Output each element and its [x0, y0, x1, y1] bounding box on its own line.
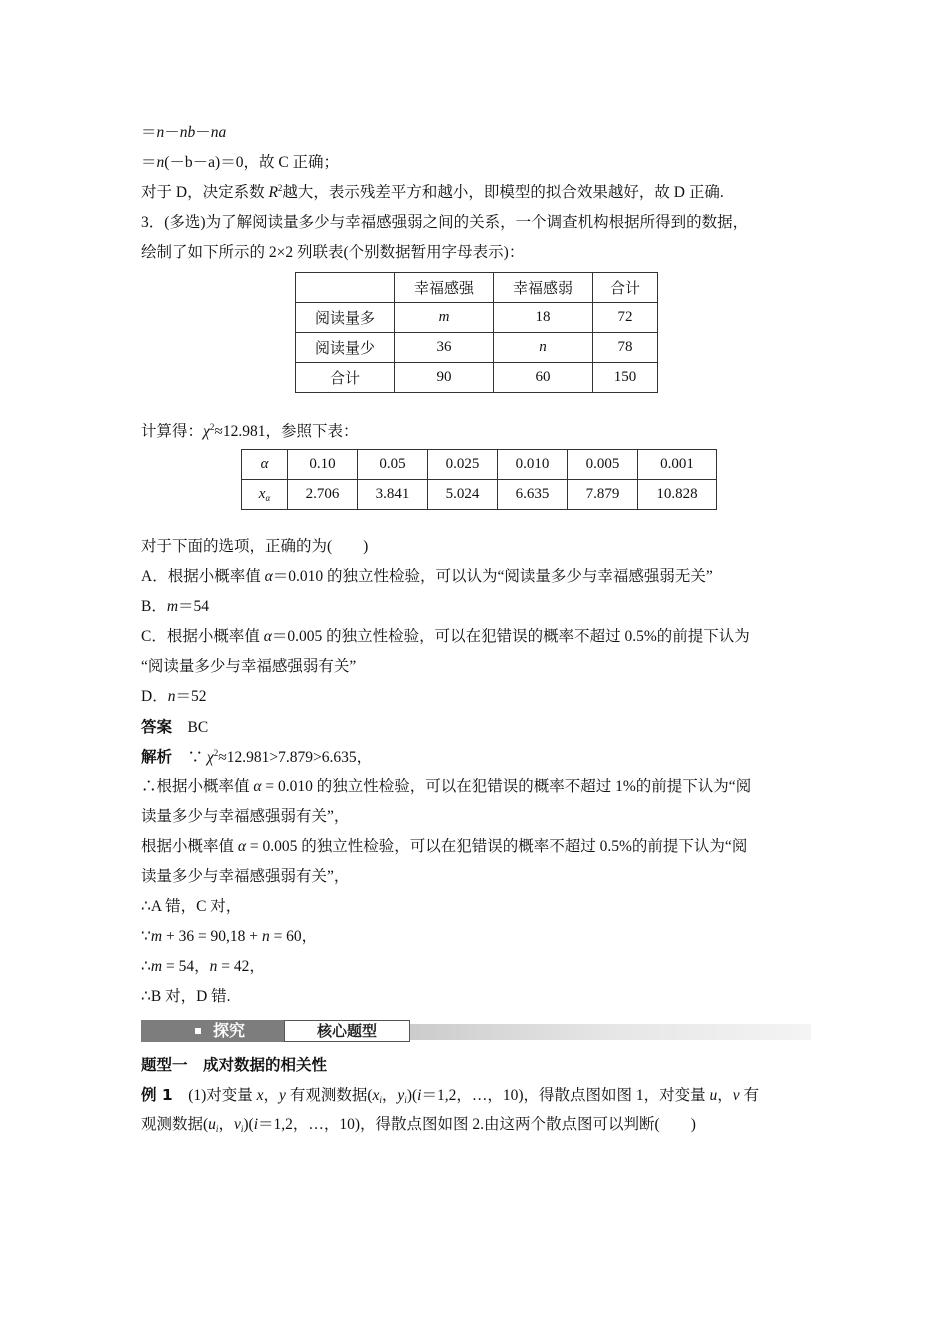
derivation-line-3: 对于 D，决定系数 $R^2$越大，表示残差平方和越小，即模型的拟合效果越好，故 D 正确. [141, 183, 724, 201]
example-line-1: 例 1 (1)对变量 x，y 有观测数据($x_i$，$y_i)(i=1,2$，…，10)，得散点图如图 1，对变量 u，v 有 [141, 1086, 760, 1105]
spacer [141, 393, 811, 417]
analysis-line-8: ∴m = 54，n = 42， [141, 958, 265, 975]
section-title: 题型一 成对数据的相关性 [141, 1056, 328, 1074]
critical-value-table [241, 449, 717, 510]
table-row: 合计 90 60 150 [296, 363, 658, 393]
spacer [141, 510, 811, 532]
banner-light-tab: 核心题型 [284, 1020, 410, 1042]
document-page [141, 118, 811, 1140]
example-line-2: 观测数据($u_i$，$v_i)(i=1,2$，…，10)，得散点图如图 2.由这两个散点图可以判断( ) [141, 1116, 696, 1134]
analysis-line-2: ∴根据小概率值 α = 0.010 的独立性检验，可以在犯错误的概率不超过 1%的前提下认为“阅 [141, 778, 752, 795]
contingency-table [295, 272, 658, 393]
table-row: 阅读量少 36 n 78 [296, 333, 658, 363]
square-bullet-icon [195, 1028, 201, 1034]
analysis-line-5: 读量多少与幸福感强弱有关”， [141, 868, 350, 885]
analysis-line-9: ∴B 对，D 错. [141, 988, 231, 1005]
section-banner [141, 1020, 811, 1044]
option-b: B．m＝54 [141, 598, 210, 615]
analysis-line-4: 根据小概率值 α = 0.005 的独立性检验，可以在犯错误的概率不超过 0.5%的前提下认为“阅 [141, 838, 748, 855]
table-row: 幸福感强 幸福感弱 合计 [296, 273, 658, 303]
answer-line: 答案 BC [141, 718, 209, 736]
option-c-continued: “阅读量多少与幸福感强弱有关” [141, 658, 357, 675]
option-c: C．根据小概率值 α＝0.005 的独立性检验，可以在犯错误的概率不超过 0.5%的前提下认为 [141, 628, 750, 645]
derivation-line-2: ＝n(－b－a)＝0，故 C 正确； [141, 154, 340, 171]
x-alpha-label: $x_\alpha$ [242, 480, 288, 510]
table-row: 阅读量多 m 18 72 [296, 303, 658, 333]
option-a: A．根据小概率值 α＝0.010 的独立性检验，可以认为“阅读量多少与幸福感强弱无关” [141, 568, 713, 585]
analysis-line-3: 读量多少与幸福感强弱有关”， [141, 808, 350, 825]
question-prompt: 对于下面的选项，正确的为( ) [141, 538, 369, 555]
banner-dark-tab: 探究 [141, 1020, 284, 1042]
option-d: D．n＝52 [141, 688, 207, 705]
derivation-line-1: ＝n－nb－na [141, 124, 227, 141]
table-row: α 0.10 0.05 0.025 0.010 0.005 0.001 [242, 450, 717, 480]
question-stem-line-1: 3．(多选)为了解阅读量多少与幸福感强弱之间的关系，一个调查机构根据所得到的数据， [141, 214, 749, 231]
calc-line: 计算得：$\chi^2\approx 12.981$，参照下表： [141, 422, 359, 440]
analysis-line-1: 解析 ∵ $\chi^2\approx 12.981>7.879>6.635$， [141, 748, 373, 766]
table-row: $x_\alpha$ 2.706 3.841 5.024 6.635 7.879 10.828 [242, 480, 717, 510]
analysis-line-7: ∵m + 36 = 90,18 + n = 60， [141, 928, 318, 945]
question-stem-line-2: 绘制了如下所示的 2×2 列联表(个别数据暂用字母表示)： [141, 244, 525, 261]
analysis-line-6: ∴A 错，C 对， [141, 898, 242, 915]
